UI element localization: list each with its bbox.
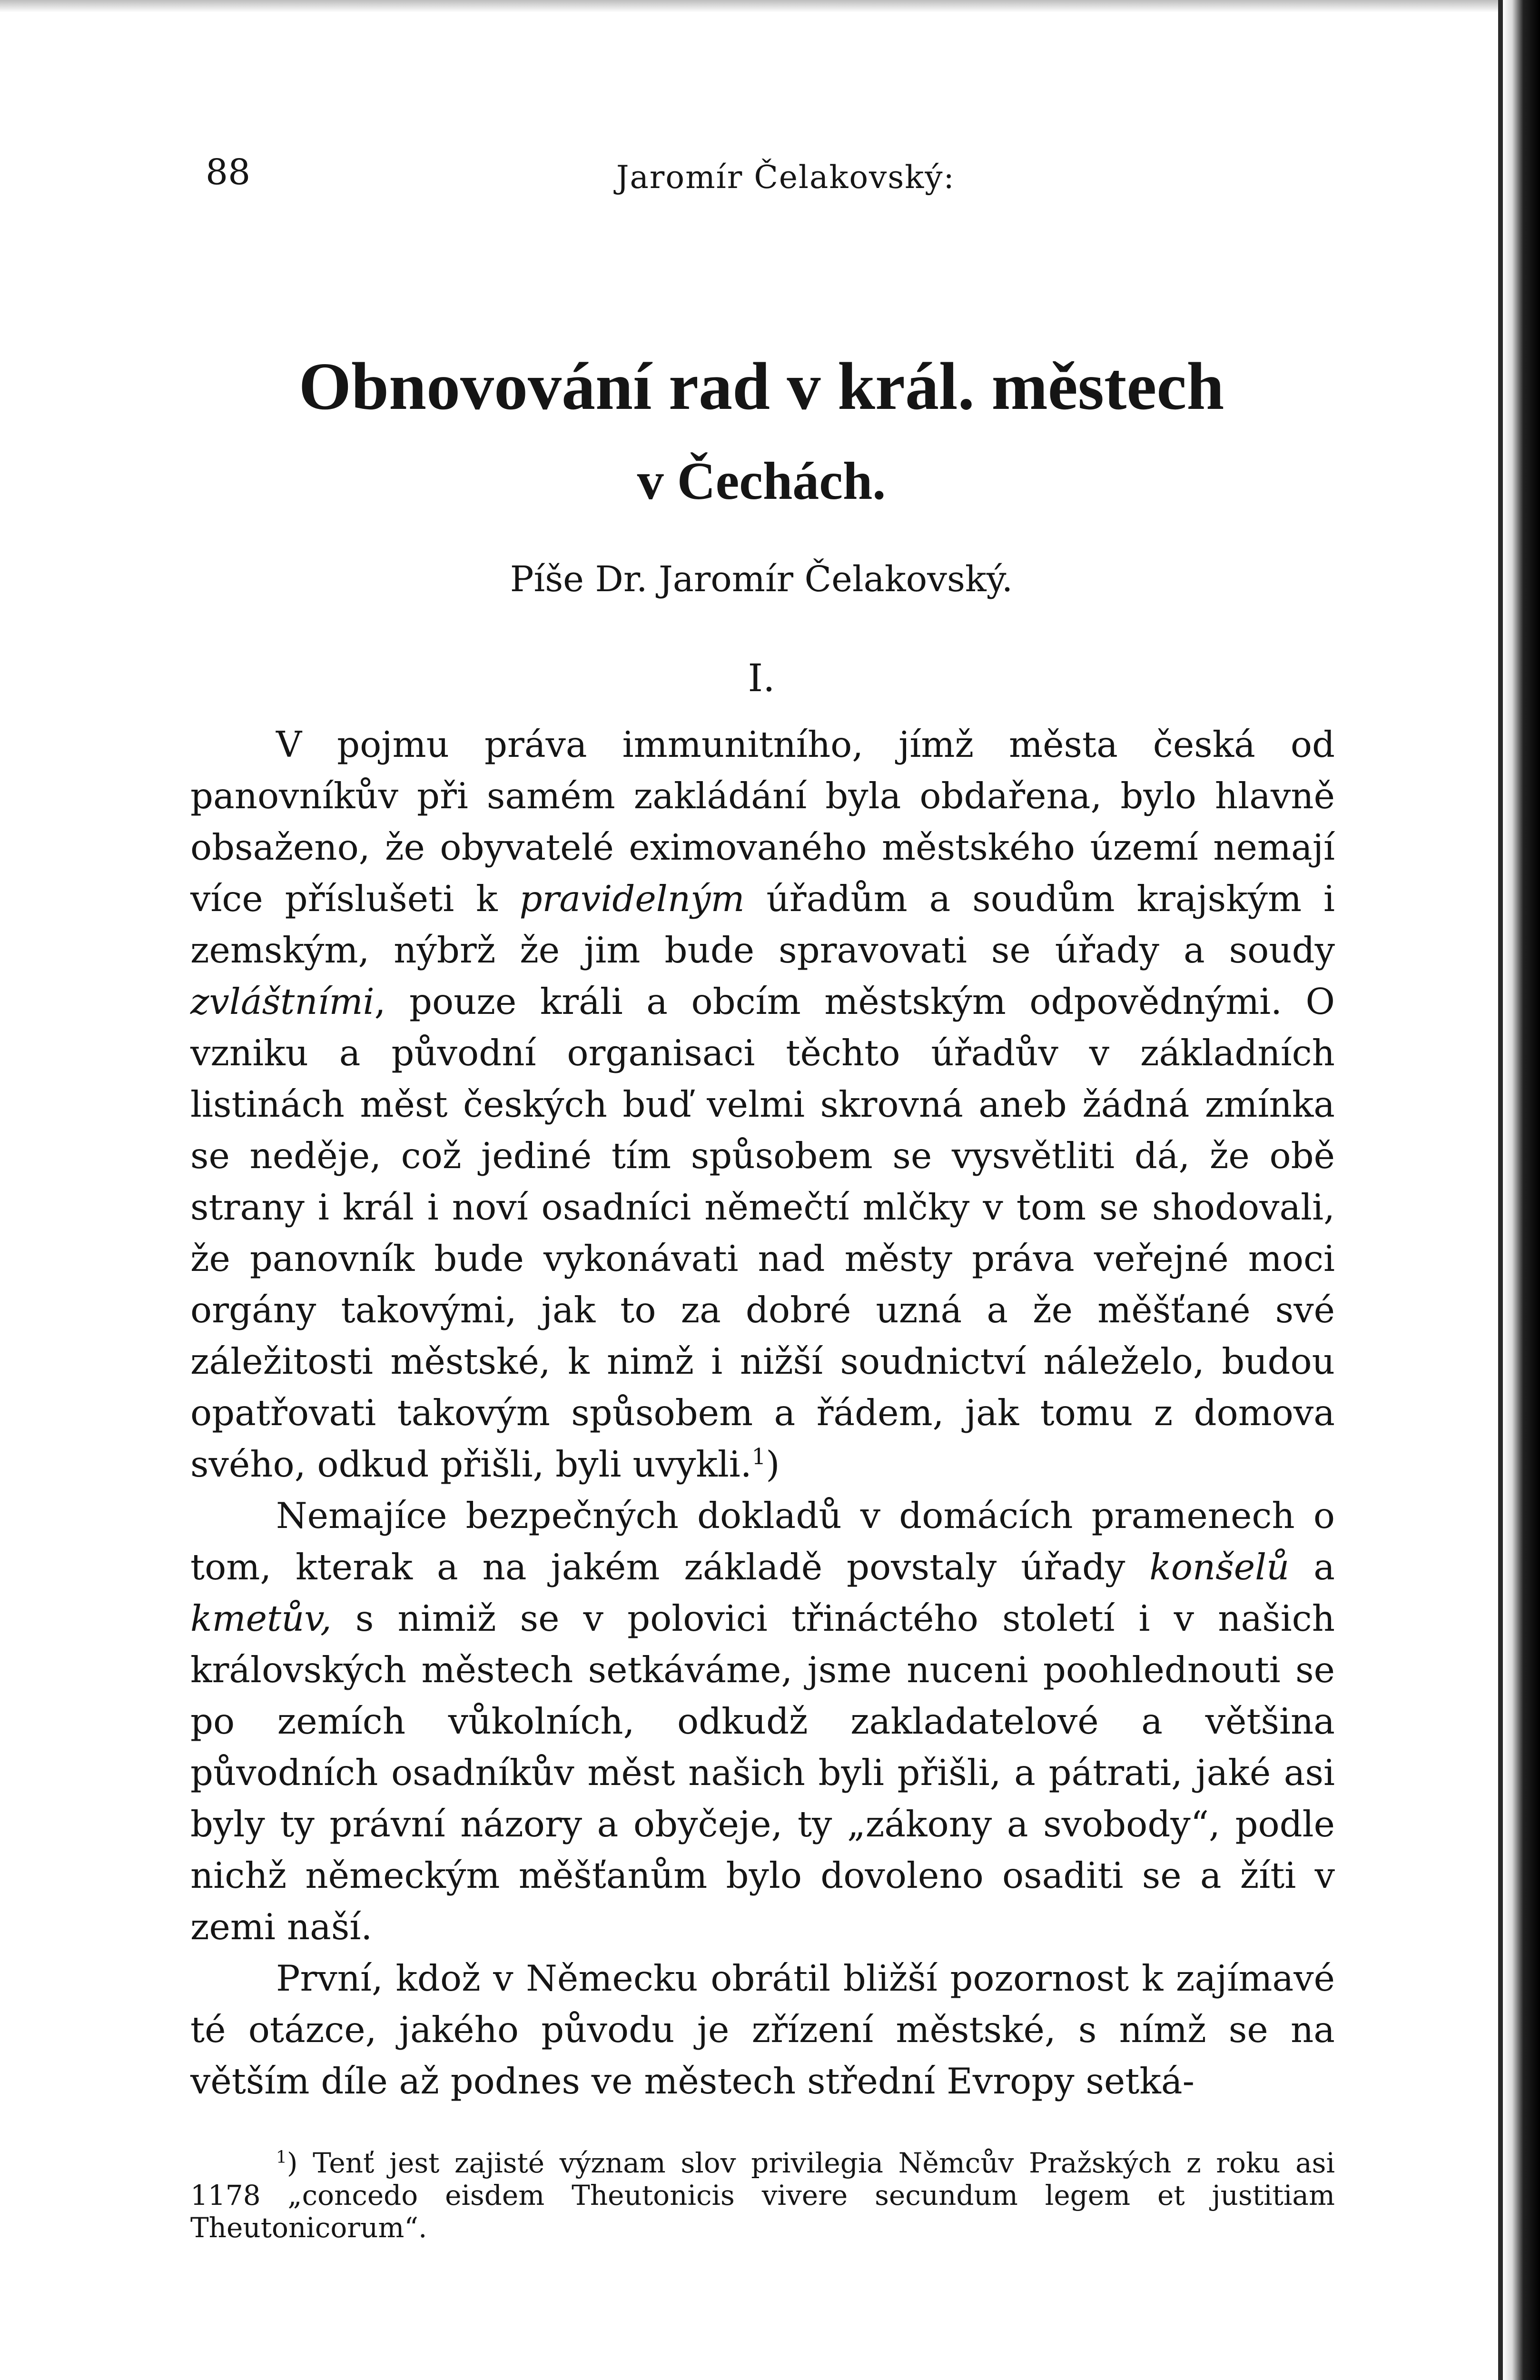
italic-term-konselu: konšelů (1149, 1546, 1290, 1588)
italic-term-kmetuv: kmetův, (190, 1597, 332, 1639)
article-body (190, 719, 1335, 2107)
article-title-line-1: Obnovování rad v král. městech (298, 348, 1224, 424)
scan-binding-edge (1503, 0, 1540, 2380)
paragraph-1: V pojmu práva immunitního, jímž města česká od panovníkův při samém zakládání byla obdařena, bylo hlavně obsaženo, že obyvatelé eximovaného městského území nemají více příslušeti k pravidelným úřadům a soudům krajským i zemským, nýbrž že jim bude spravovati se úřady a soudy zvláštními, pouze králi a obcím městským odpovědnými. O vzniku a původní organisaci těchto úřadův v základních listinách měst českých buď velmi skrovná aneb žádná zmínka se neděje, což jediné tím spůsobem se vysvětliti dá, že obě strany i král i noví osadníci němečtí mlčky v tom se shodovali, že panovník bude vykonávati nad městy práva veřejné moci orgány takovými, jak to za dobré uzná a že měšťané své záležitosti městské, k nimž i nižší soudnictví náleželo, budou opatřovati takovým spůsobem a řádem, jak tomu z domova svého, odkud přišli, byli uvykli.$^1$) (190, 724, 1335, 1485)
author-byline: Píše Dr. Jaromír Čelakovský. (510, 559, 1013, 600)
scan-edge-line (1498, 0, 1503, 2380)
italic-term-zvlastnimi: zvláštními (190, 981, 375, 1022)
scan-top-shadow (0, 0, 1540, 12)
running-title: Jaromír Čelakovský: (616, 159, 955, 196)
page-number: 88 (206, 152, 251, 193)
footnote-reference: 1 (751, 1444, 766, 1469)
italic-term-pravidelnym: pravidelným (519, 878, 745, 920)
section-number: I. (748, 656, 775, 700)
paragraph-3: První, kdož v Německu obrátil bližší pozornost k zajímavé té otázce, jakého původu je zřízení městské, s nímž se na větším díle až podnes ve městech střední Evropy setká- (190, 1957, 1335, 2102)
footnote-1: $^1$) Tenť jest zajisté význam slov privilegia Němcův Pražských z roku asi 1178 „concedo eisdem Theutonicis vivere secundum legem et justitiam Theutonicorum“. (190, 2147, 1335, 2244)
footnote-marker: 1 (276, 2147, 287, 2167)
article-title-line-2: v Čechách. (637, 452, 886, 511)
paragraph-2: Nemajíce bezpečných dokladů v domácích pramenech o tom, kterak a na jakém základě povstaly úřady konšelů a kmetův, s nimiž se v polovici třináctého století i v našich královských městech setkáváme, jsme nuceni poohlednouti se po zemích vůkolních, odkudž zakladatelové a většina původních osadníkův měst našich byli přišli, a pátrati, jaké asi byly ty právní názory a obyčeje, ty „zákony a svobody“, podle nichž německým měšťanům bylo dovoleno osaditi se a žíti v zemi naší. (190, 1495, 1335, 1948)
footnotes (190, 2147, 1335, 2244)
